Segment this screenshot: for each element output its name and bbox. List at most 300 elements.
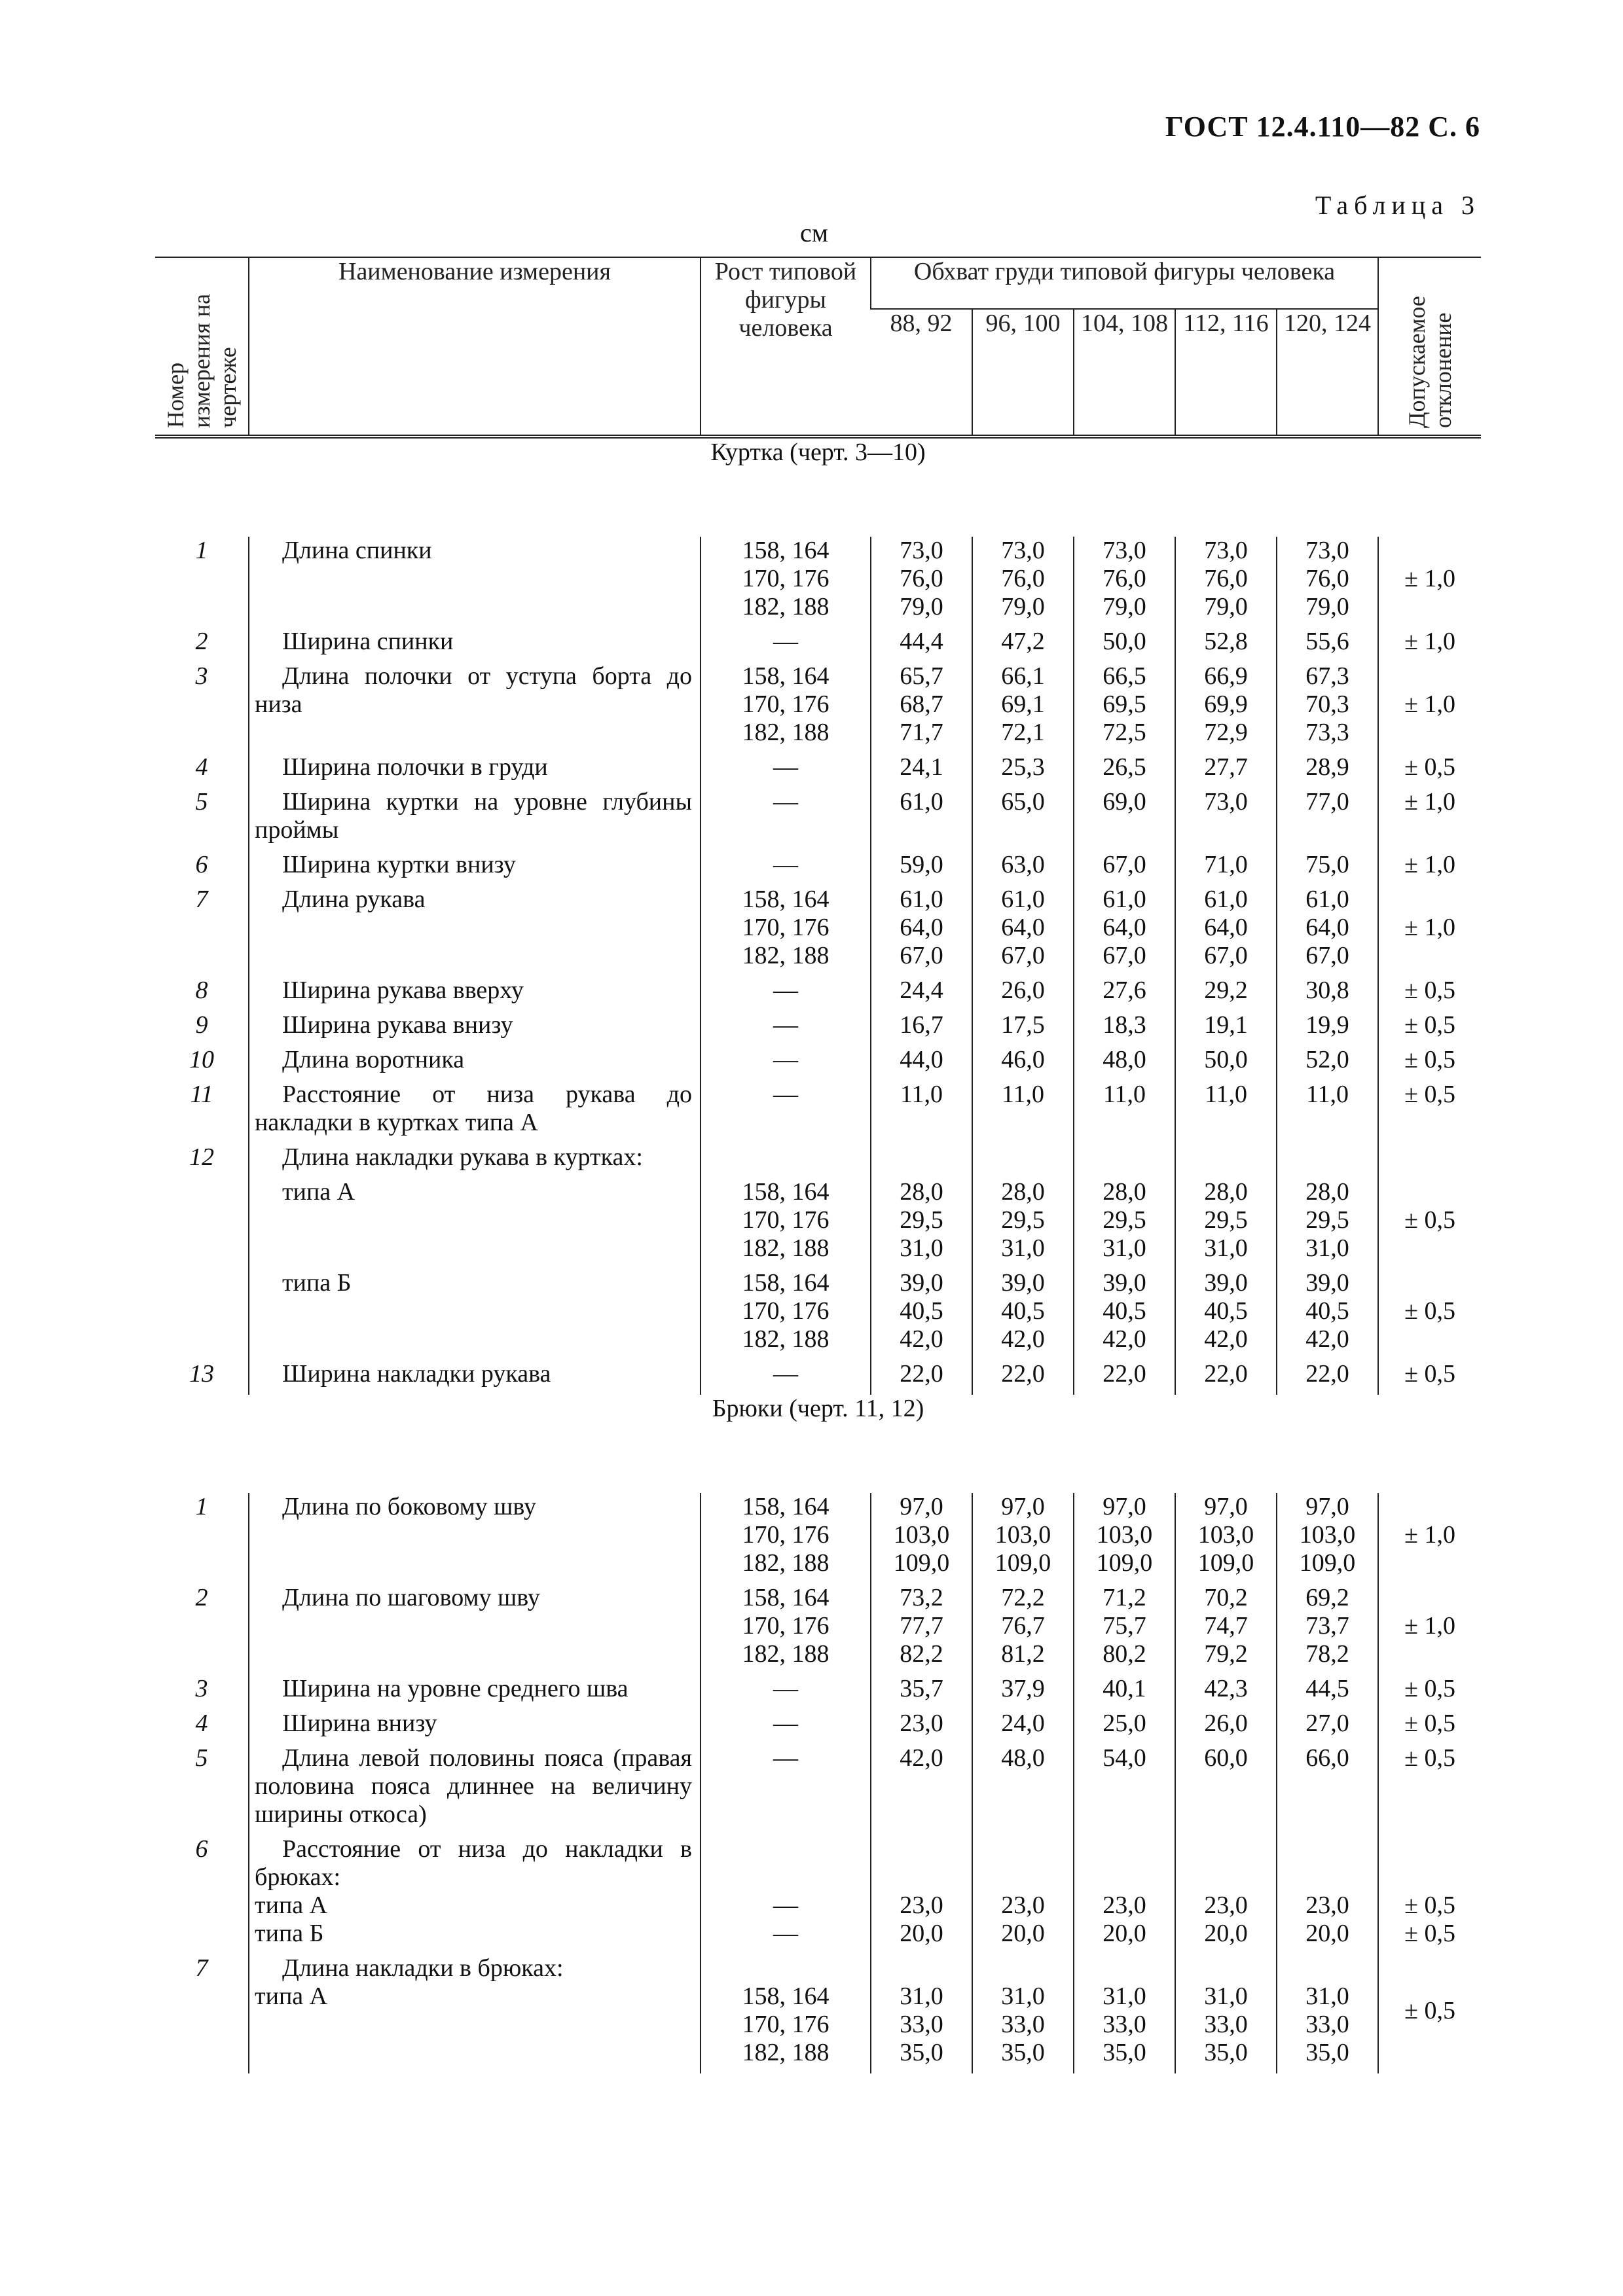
cell-line: 40,5	[1103, 1297, 1146, 1325]
cell-line: 60,0	[1204, 1744, 1248, 1772]
cell-line: 22,0	[900, 1360, 943, 1388]
cell-line: 67,0	[900, 942, 943, 969]
chest-values	[1074, 1081, 1175, 1143]
cell-line: 66,9	[1204, 662, 1248, 690]
chest-values	[1074, 788, 1175, 851]
measurement-name	[249, 1081, 701, 1143]
cell-line: 76,0	[900, 565, 943, 592]
cell-line: 97,0	[1204, 1493, 1248, 1520]
cell-line: 42,0	[1305, 1325, 1349, 1353]
cell-line: 97,0	[1305, 1493, 1349, 1520]
chest-values	[1175, 1835, 1277, 1954]
measurement-name-line: Длина накладки рукава в куртках:	[282, 1143, 643, 1171]
cell-line: 24,4	[900, 977, 943, 1004]
cell-line: 22,0	[1305, 1360, 1349, 1388]
cell-line: —	[773, 1360, 798, 1388]
row-number: 7	[195, 886, 208, 913]
measurement-name-line: Ширина спинки	[282, 628, 454, 655]
chest-values	[1175, 977, 1277, 1011]
cell-line: 26,5	[1103, 753, 1146, 781]
cell-line: 31,0	[1204, 1234, 1248, 1262]
chest-values	[1074, 1710, 1175, 1744]
chest-values	[1175, 1954, 1277, 2073]
chest-values	[972, 537, 1074, 628]
cell-line: 28,0	[1103, 1178, 1146, 1206]
chest-values	[1277, 628, 1378, 662]
chest-values	[972, 1493, 1074, 1584]
chest-values	[972, 1835, 1074, 1954]
chest-values	[1175, 886, 1277, 977]
chest-values	[1277, 1081, 1378, 1143]
chest-values	[1175, 1675, 1277, 1710]
cell-line: 11,0	[900, 1081, 943, 1108]
cell-line: 28,0	[1204, 1178, 1248, 1206]
cell-line: ± 0,5	[1404, 1892, 1455, 1919]
cell-line: 28,0	[900, 1178, 943, 1206]
chest-values	[1277, 1584, 1378, 1675]
chest-values	[1175, 1011, 1277, 1046]
cell-line: 54,0	[1103, 1744, 1146, 1772]
chest-values	[972, 1584, 1074, 1675]
cell-line: 17,5	[1001, 1011, 1045, 1039]
measurement-name	[249, 788, 701, 851]
measurement-name-line: типа А	[255, 1982, 328, 2010]
cell-line: 40,1	[1103, 1675, 1146, 1702]
chest-values	[972, 977, 1074, 1011]
cell-line: 182, 188	[742, 1640, 830, 1668]
cell-line: 28,9	[1305, 753, 1349, 781]
cell-line: 182, 188	[742, 719, 830, 746]
cell-line: 23,0	[1103, 1892, 1146, 1919]
row-number: 10	[189, 1046, 214, 1073]
table-row	[155, 1081, 1481, 1143]
chest-values	[1277, 1493, 1378, 1584]
cell-line: 70,3	[1305, 691, 1349, 718]
section-heading-row	[155, 437, 1481, 537]
cell-line: 22,0	[1001, 1360, 1045, 1388]
row-number: 4	[195, 1710, 208, 1737]
table-row	[155, 1835, 1481, 1954]
measurement-name-line: Ширина рукава внизу	[282, 1011, 513, 1039]
chest-values	[871, 537, 972, 628]
tolerance-value: ± 0,5	[1378, 1710, 1481, 1744]
table-row	[155, 977, 1481, 1011]
measurement-name	[249, 1710, 701, 1744]
chest-values	[1074, 1493, 1175, 1584]
cell-line: 47,2	[1001, 628, 1045, 655]
height-values	[701, 662, 871, 753]
row-number	[155, 1269, 249, 1360]
table-row	[155, 1954, 1481, 2073]
cell-line: 35,0	[900, 2039, 943, 2066]
cell-line: 42,0	[900, 1744, 943, 1772]
cell-line: 23,0	[1305, 1892, 1349, 1919]
cell-line: —	[773, 1710, 798, 1737]
chest-values	[1175, 788, 1277, 851]
cell-line: 40,5	[1001, 1297, 1045, 1325]
cell-line: 73,0	[900, 537, 943, 564]
chest-values	[871, 1046, 972, 1081]
cell-line: 31,0	[1305, 1982, 1349, 2010]
cell-line: 24,0	[1001, 1710, 1045, 1737]
row-number: 12	[189, 1143, 214, 1171]
chest-values	[972, 1143, 1074, 1178]
height-values	[701, 1046, 871, 1081]
table-row	[155, 628, 1481, 662]
chest-values	[1277, 1046, 1378, 1081]
measurement-name-line: типа Б	[255, 1920, 324, 1947]
cell-line: 61,0	[1204, 886, 1248, 913]
chest-values	[1277, 886, 1378, 977]
cell-line: 33,0	[1001, 2011, 1045, 2038]
cell-line: 97,0	[1001, 1493, 1045, 1520]
chest-values	[1175, 1143, 1277, 1178]
chest-values	[972, 1178, 1074, 1269]
chest-values	[1175, 753, 1277, 788]
cell-line: 79,0	[1103, 593, 1146, 620]
chest-values	[972, 1360, 1074, 1395]
cell-line: 158, 164	[742, 1178, 830, 1206]
cell-line: 39,0	[1001, 1269, 1045, 1297]
tolerance-value: ± 0,5	[1378, 1954, 1481, 2073]
table-row	[155, 1011, 1481, 1046]
measurement-name-line: Ширина куртки на уровне глубины проймы	[255, 788, 692, 844]
chest-values	[1074, 851, 1175, 886]
cell-line: 29,5	[1001, 1206, 1045, 1234]
chest-values	[1074, 977, 1175, 1011]
cell-line	[1176, 1954, 1276, 1982]
cell-line: 71,0	[1204, 851, 1248, 878]
chest-values	[871, 788, 972, 851]
tolerance-value: ± 0,5	[1378, 1744, 1481, 1835]
cell-line: 52,8	[1204, 628, 1248, 655]
cell-line: 19,9	[1305, 1011, 1349, 1039]
cell-line: 27,6	[1103, 977, 1146, 1004]
cell-line: 73,0	[1001, 537, 1045, 564]
cell-line: 73,0	[1103, 537, 1146, 564]
tolerance-value: ± 0,5	[1378, 977, 1481, 1011]
table-body	[155, 437, 1481, 2073]
chest-values	[972, 1269, 1074, 1360]
measurement-name	[249, 1954, 701, 2073]
cell-line: 103,0	[1096, 1521, 1153, 1549]
cell-line: —	[773, 1011, 798, 1039]
cell-line: 33,0	[1305, 2011, 1349, 2038]
cell-line: 67,0	[1103, 851, 1146, 878]
cell-line: 65,7	[900, 662, 943, 690]
cell-line	[973, 1863, 1073, 1892]
chest-values	[1277, 1744, 1378, 1835]
chest-values	[1074, 1744, 1175, 1835]
cell-line	[1277, 1954, 1377, 1982]
cell-line: 37,9	[1001, 1675, 1045, 1702]
height-values	[701, 1675, 871, 1710]
cell-line: 11,0	[1001, 1081, 1045, 1108]
cell-line: 170, 176	[742, 2011, 830, 2038]
height-values	[701, 1011, 871, 1046]
cell-line: 69,5	[1103, 691, 1146, 718]
measurement-name-line: Длина воротника	[282, 1046, 465, 1073]
col-header-chest: 120, 124	[1277, 309, 1378, 437]
table-row	[155, 753, 1481, 788]
measurement-name	[249, 1178, 701, 1269]
chest-values	[1074, 1143, 1175, 1178]
cell-line: 31,0	[1204, 1982, 1248, 2010]
chest-values	[871, 1360, 972, 1395]
measurement-name	[249, 1744, 701, 1835]
measurement-name-line: Расстояние от низа до накладки в брюках:	[255, 1835, 692, 1891]
cell-line: 31,0	[1001, 1234, 1045, 1262]
chest-values	[1277, 1360, 1378, 1395]
cell-line	[1277, 1863, 1377, 1892]
chest-values	[1074, 753, 1175, 788]
tolerance-value: ± 1,0	[1378, 1493, 1481, 1584]
chest-values	[972, 628, 1074, 662]
chest-values	[1175, 1744, 1277, 1835]
cell-line	[1379, 1835, 1481, 1863]
table-row	[155, 1493, 1481, 1584]
cell-line: 26,0	[1001, 977, 1045, 1004]
tolerance-value: ± 1,0	[1378, 788, 1481, 851]
cell-line: 25,0	[1103, 1710, 1146, 1737]
cell-line: 42,3	[1204, 1675, 1248, 1702]
measurement-name-line: Ширина полочки в груди	[282, 753, 548, 781]
table-row	[155, 537, 1481, 628]
row-number: 5	[195, 788, 208, 816]
chest-values	[1074, 886, 1175, 977]
chest-values	[1074, 1584, 1175, 1675]
chest-values	[1074, 662, 1175, 753]
cell-line: 182, 188	[742, 942, 830, 969]
chest-values	[1074, 537, 1175, 628]
tolerance-value	[1378, 1143, 1481, 1178]
height-values	[701, 537, 871, 628]
measurement-name-line: Длина полочки от уступа борта до низа	[255, 662, 692, 718]
cell-line: 79,2	[1204, 1640, 1248, 1668]
col-header-name: Наименование измерения	[249, 257, 701, 437]
table-title: Таблица 3	[1315, 190, 1480, 220]
cell-line: 158, 164	[742, 537, 830, 564]
chest-values	[1277, 1954, 1378, 2073]
chest-values	[1277, 662, 1378, 753]
tolerance-value: ± 1,0	[1378, 537, 1481, 628]
cell-line: 31,0	[1103, 1234, 1146, 1262]
cell-line: 35,0	[1305, 2039, 1349, 2066]
cell-line: 80,2	[1103, 1640, 1146, 1668]
cell-line: 40,5	[900, 1297, 943, 1325]
cell-line: 35,0	[1001, 2039, 1045, 2066]
measurement-name-line: Ширина куртки внизу	[282, 851, 516, 878]
table-row	[155, 662, 1481, 753]
row-number: 3	[195, 662, 208, 690]
tolerance-value: ± 1,0	[1378, 851, 1481, 886]
cell-line: —	[773, 1046, 798, 1073]
document-header: ГОСТ 12.4.110—82 С. 6	[1165, 111, 1480, 143]
cell-line: 79,0	[1204, 593, 1248, 620]
tolerance-value: ± 1,0	[1378, 886, 1481, 977]
cell-line: 109,0	[1096, 1549, 1153, 1577]
col-header-height: Рост типовой фигуры человека	[701, 257, 871, 437]
tolerance-value: ± 0,5	[1378, 1269, 1481, 1360]
chest-values	[972, 1744, 1074, 1835]
chest-values	[1277, 851, 1378, 886]
cell-line: 20,0	[1103, 1920, 1146, 1947]
row-number: 9	[195, 1011, 208, 1039]
cell-line: 66,1	[1001, 662, 1045, 690]
tolerance-value: ± 0,5	[1378, 753, 1481, 788]
table-row	[155, 788, 1481, 851]
cell-line: 61,0	[1305, 886, 1349, 913]
tolerance-values	[1378, 1835, 1481, 1954]
cell-line: 64,0	[1305, 914, 1349, 941]
table-row	[155, 1710, 1481, 1744]
chest-values	[871, 1584, 972, 1675]
cell-line: 39,0	[1204, 1269, 1248, 1297]
chest-values	[1175, 1046, 1277, 1081]
chest-values	[1074, 1360, 1175, 1395]
height-values	[701, 1835, 871, 1954]
cell-line: 67,0	[1103, 942, 1146, 969]
section-heading-row	[155, 1395, 1481, 1493]
height-values	[701, 788, 871, 851]
tolerance-value: ± 0,5	[1378, 1178, 1481, 1269]
chest-values	[1074, 1269, 1175, 1360]
cell-line: 75,0	[1305, 851, 1349, 878]
cell-line: 75,7	[1103, 1612, 1146, 1640]
chest-values	[871, 977, 972, 1011]
cell-line	[871, 1954, 972, 1982]
cell-line: 69,0	[1103, 788, 1146, 816]
cell-line: 61,0	[900, 788, 943, 816]
measurement-name	[249, 1493, 701, 1584]
chest-values	[1175, 1360, 1277, 1395]
cell-line: 55,6	[1305, 628, 1349, 655]
measurement-name	[249, 851, 701, 886]
measurement-name	[249, 1011, 701, 1046]
cell-line: 22,0	[1204, 1360, 1248, 1388]
chest-values	[871, 1954, 972, 2073]
cell-line: 63,0	[1001, 851, 1045, 878]
cell-line: 44,5	[1305, 1675, 1349, 1702]
cell-line: 79,0	[1305, 593, 1349, 620]
cell-line: 73,0	[1204, 788, 1248, 816]
cell-line: 103,0	[893, 1521, 950, 1549]
cell-line: 76,0	[1001, 565, 1045, 592]
cell-line: 61,0	[1001, 886, 1045, 913]
chest-values	[1074, 1835, 1175, 1954]
chest-values	[1074, 1011, 1175, 1046]
cell-line: 39,0	[1305, 1269, 1349, 1297]
cell-line: 69,9	[1204, 691, 1248, 718]
chest-values	[871, 886, 972, 977]
measurements-table	[155, 257, 1481, 2073]
chest-values	[1074, 1046, 1175, 1081]
cell-line: 73,2	[900, 1584, 943, 1611]
measurement-name	[249, 1584, 701, 1675]
cell-line: 64,0	[1001, 914, 1045, 941]
cell-line: —	[773, 628, 798, 655]
tolerance-value: ± 1,0	[1378, 662, 1481, 753]
measurement-name-line: типа Б	[282, 1269, 352, 1297]
cell-line: 82,2	[900, 1640, 943, 1668]
cell-line: 81,2	[1001, 1640, 1045, 1668]
chest-values	[1074, 628, 1175, 662]
cell-line: 29,5	[1305, 1206, 1349, 1234]
cell-line: 50,0	[1204, 1046, 1248, 1073]
cell-line: 33,0	[1103, 2011, 1146, 2038]
cell-line: 182, 188	[742, 1549, 830, 1577]
cell-line	[701, 1863, 870, 1892]
chest-values	[1277, 1011, 1378, 1046]
cell-line: 35,7	[900, 1675, 943, 1702]
measurement-name	[249, 1143, 701, 1178]
cell-line: 11,0	[1204, 1081, 1248, 1108]
chest-values	[972, 851, 1074, 886]
cell-line: 170, 176	[742, 1612, 830, 1640]
cell-line: 48,0	[1103, 1046, 1146, 1073]
measurement-name-line: Длина накладки в брюках:	[282, 1954, 564, 1982]
chest-values	[972, 1675, 1074, 1710]
chest-values	[972, 1046, 1074, 1081]
measurement-name	[249, 977, 701, 1011]
height-values	[701, 1360, 871, 1395]
tolerance-value: ± 0,5	[1378, 1011, 1481, 1046]
cell-line: 158, 164	[742, 1493, 830, 1520]
cell-line: —	[773, 753, 798, 781]
cell-line: 23,0	[900, 1710, 943, 1737]
cell-line: —	[773, 788, 798, 816]
height-values	[701, 851, 871, 886]
cell-line: 44,0	[900, 1046, 943, 1073]
col-header-tolerance: Допускаемое отклонение	[1378, 257, 1481, 437]
chest-values	[871, 753, 972, 788]
row-number: 5	[195, 1744, 208, 1772]
measurement-name-line: Ширина внизу	[282, 1710, 437, 1737]
cell-line	[1176, 1835, 1276, 1863]
cell-line: 182, 188	[742, 2039, 830, 2066]
chest-values	[972, 886, 1074, 977]
height-values	[701, 1178, 871, 1269]
cell-line: 65,0	[1001, 788, 1045, 816]
cell-line: 30,8	[1305, 977, 1349, 1004]
cell-line: 97,0	[900, 1493, 943, 1520]
cell-line: 31,0	[1305, 1234, 1349, 1262]
col-header-chest: 96, 100	[972, 309, 1074, 437]
cell-line: 64,0	[1103, 914, 1146, 941]
cell-line: 40,5	[1204, 1297, 1248, 1325]
cell-line	[871, 1835, 972, 1863]
cell-line: 78,2	[1305, 1640, 1349, 1668]
chest-values	[871, 1835, 972, 1954]
cell-line: 23,0	[1001, 1892, 1045, 1919]
section-title: Брюки (черт. 11, 12)	[712, 1395, 924, 1422]
measurement-name	[249, 662, 701, 753]
cell-line	[973, 1835, 1073, 1863]
chest-values	[972, 1954, 1074, 2073]
chest-values	[1175, 1081, 1277, 1143]
measurement-name-line: Расстояние от низа рукава до накладки в куртках типа А	[255, 1081, 692, 1136]
cell-line: 64,0	[1204, 914, 1248, 941]
height-values	[701, 1143, 871, 1178]
measurement-name	[249, 886, 701, 977]
cell-line	[1074, 1835, 1175, 1863]
chest-values	[972, 662, 1074, 753]
cell-line: 72,9	[1204, 719, 1248, 746]
cell-line	[1277, 1835, 1377, 1863]
chest-values	[1175, 1493, 1277, 1584]
chest-values	[871, 1143, 972, 1178]
cell-line: 39,0	[1103, 1269, 1146, 1297]
